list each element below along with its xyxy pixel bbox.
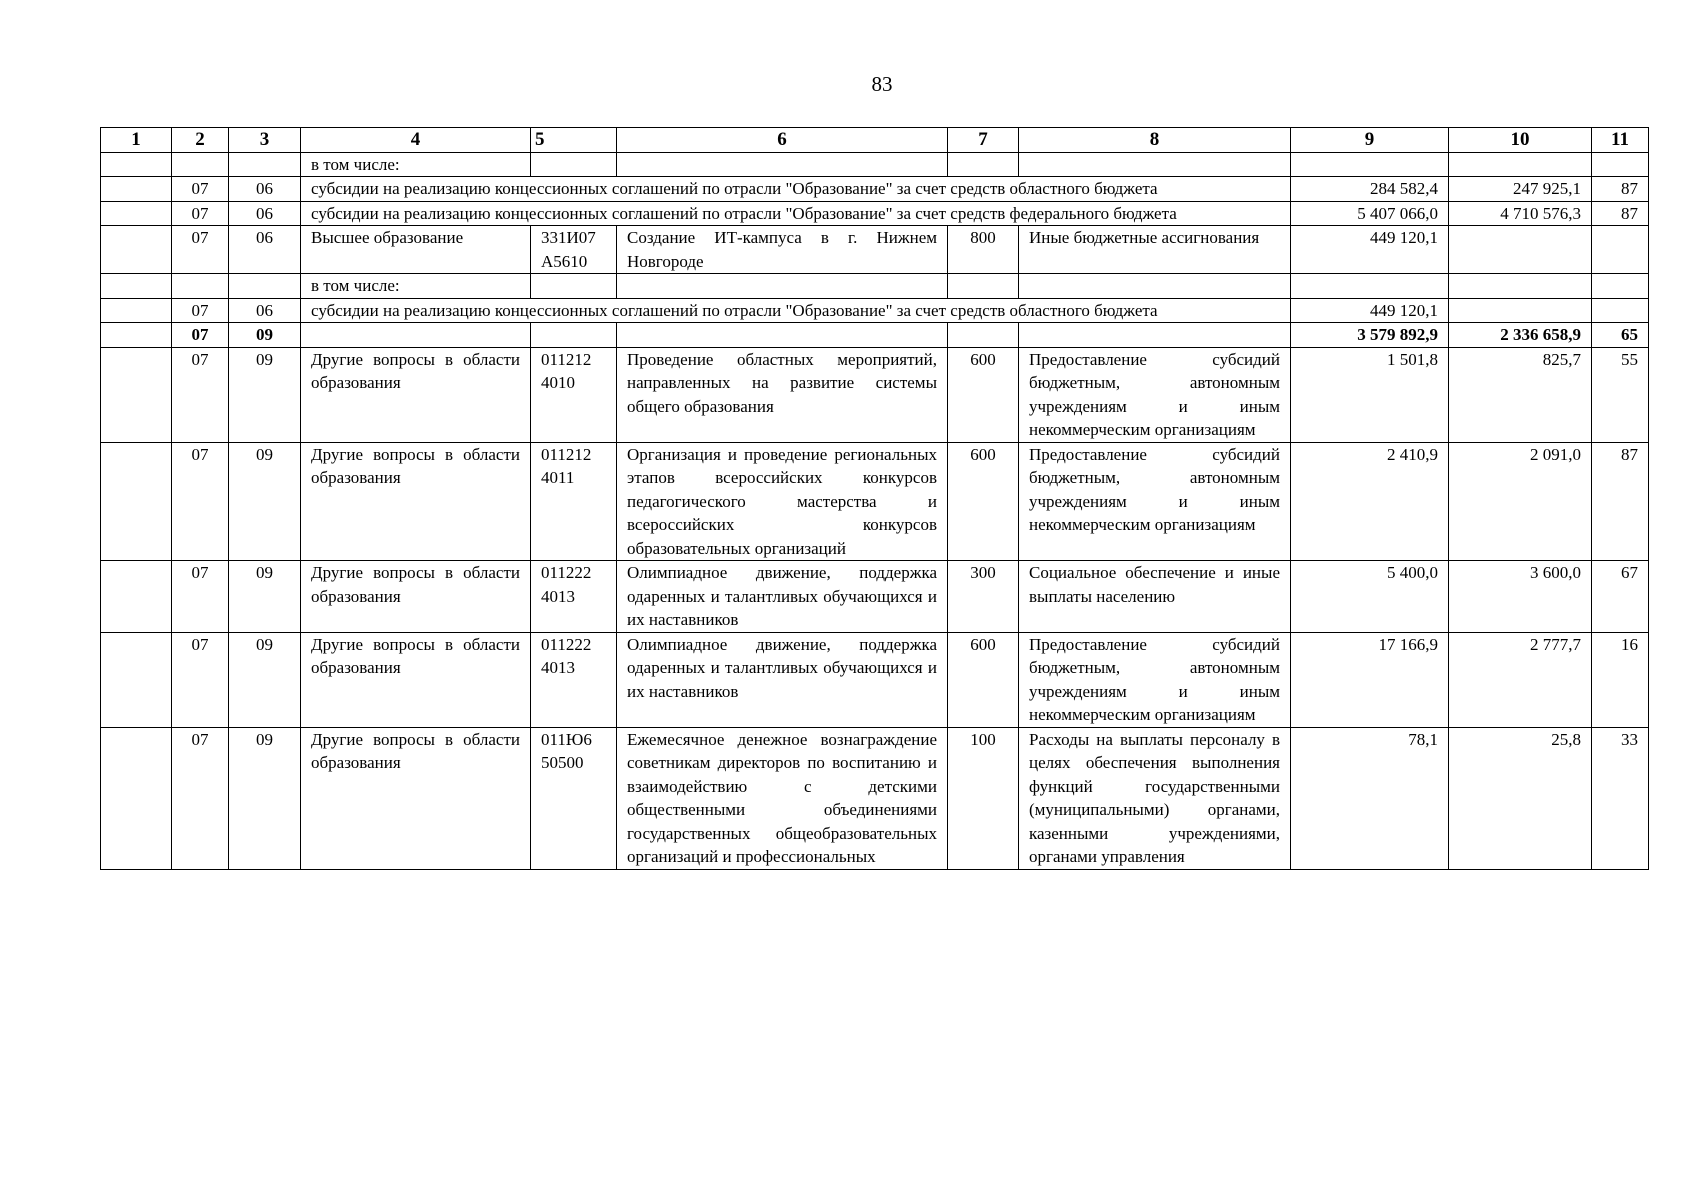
expense-type-code-cell: 600 — [948, 632, 1019, 727]
amount-fact-cell — [1449, 298, 1592, 323]
expense-type-name-cell: Расходы на выплаты персоналу в целях обеспечения выполнения функций государственными (муниципальными) органами, казенными учреждениями, органами управления — [1019, 727, 1291, 869]
razdel-cell: 07 — [172, 632, 229, 727]
percent-cell — [1592, 298, 1649, 323]
amount-plan-cell: 284 582,4 — [1291, 177, 1449, 202]
header-cell: 4 — [301, 128, 531, 153]
subsidy-name-cell: субсидии на реализацию концессионных соглашений по отрасли "Образование" за счет средств федерального бюджета — [301, 201, 1291, 226]
percent-cell: 87 — [1592, 177, 1649, 202]
table-row — [101, 561, 1649, 633]
section-name-cell: Другие вопросы в области образования — [301, 632, 531, 727]
podrazdel-cell: 06 — [229, 226, 301, 274]
measure-cell: Олимпиадное движение, поддержка одаренных и талантливых обучающихся и их наставников — [617, 632, 948, 727]
including-row — [101, 274, 1649, 299]
razdel-cell: 07 — [172, 226, 229, 274]
table-row — [101, 177, 1649, 202]
measure-cell: Олимпиадное движение, поддержка одаренных и талантливых обучающихся и их наставников — [617, 561, 948, 633]
table-row — [101, 298, 1649, 323]
page-number: 83 — [871, 72, 893, 96]
podrazdel-cell: 09 — [229, 442, 301, 561]
section-name-cell: Другие вопросы в области образования — [301, 347, 531, 442]
podrazdel-cell: 09 — [229, 727, 301, 869]
table-row — [101, 226, 1649, 274]
subsidy-name-cell: субсидии на реализацию концессионных соглашений по отрасли "Образование" за счет средств областного бюджета — [301, 177, 1291, 202]
percent-cell: 87 — [1592, 201, 1649, 226]
amount-fact-cell: 2 336 658,9 — [1449, 323, 1592, 348]
amount-fact-cell: 3 600,0 — [1449, 561, 1592, 633]
expense-type-name-cell: Иные бюджетные ассигнования — [1019, 226, 1291, 274]
measure-cell: Ежемесячное денежное вознаграждение советникам директоров по воспитанию и взаимодействию с детскими общественными объединениями государственных общеобразовательных организаций и профессиональных — [617, 727, 948, 869]
expense-type-name-cell: Предоставление субсидий бюджетным, автономным учреждениям и иным некоммерческим организациям — [1019, 632, 1291, 727]
amount-plan-cell: 5 400,0 — [1291, 561, 1449, 633]
amount-plan-cell: 5 407 066,0 — [1291, 201, 1449, 226]
percent-cell: 65 — [1592, 323, 1649, 348]
header-cell: 9 — [1291, 128, 1449, 153]
table-row — [101, 347, 1649, 442]
subtotal-row — [101, 323, 1649, 348]
section-name-cell: Другие вопросы в области образования — [301, 727, 531, 869]
podrazdel-cell: 06 — [229, 298, 301, 323]
header-cell: 6 — [617, 128, 948, 153]
table-row — [101, 442, 1649, 561]
amount-fact-cell: 825,7 — [1449, 347, 1592, 442]
subsidy-name-cell: субсидии на реализацию концессионных соглашений по отрасли "Образование" за счет средств областного бюджета — [301, 298, 1291, 323]
expense-type-code-cell: 600 — [948, 347, 1019, 442]
including-row — [101, 152, 1649, 177]
table-row — [101, 632, 1649, 727]
expense-type-name-cell: Социальное обеспечение и иные выплаты населению — [1019, 561, 1291, 633]
expense-type-code-cell: 100 — [948, 727, 1019, 869]
target-code-cell: 011222 4013 — [531, 561, 617, 633]
razdel-cell: 07 — [172, 298, 229, 323]
podrazdel-cell: 06 — [229, 177, 301, 202]
expense-type-code-cell: 300 — [948, 561, 1019, 633]
header-cell: 5 — [531, 128, 617, 153]
podrazdel-cell: 09 — [229, 323, 301, 348]
razdel-cell: 07 — [172, 442, 229, 561]
percent-cell: 87 — [1592, 442, 1649, 561]
razdel-cell: 07 — [172, 561, 229, 633]
amount-plan-cell: 78,1 — [1291, 727, 1449, 869]
target-code-cell: 011222 4013 — [531, 632, 617, 727]
target-code-cell: 011212 4011 — [531, 442, 617, 561]
razdel-cell: 07 — [172, 727, 229, 869]
amount-fact-cell: 247 925,1 — [1449, 177, 1592, 202]
target-code-cell: 331И07 А5610 — [531, 226, 617, 274]
razdel-cell: 07 — [172, 201, 229, 226]
razdel-cell: 07 — [172, 347, 229, 442]
including-label: в том числе: — [301, 152, 531, 177]
amount-fact-cell: 4 710 576,3 — [1449, 201, 1592, 226]
section-name-cell: Другие вопросы в области образования — [301, 442, 531, 561]
podrazdel-cell: 09 — [229, 632, 301, 727]
percent-cell: 55 — [1592, 347, 1649, 442]
header-cell: 1 — [101, 128, 172, 153]
amount-fact-cell: 2 777,7 — [1449, 632, 1592, 727]
header-row — [101, 128, 1649, 153]
measure-cell: Создание ИТ-кампуса в г. Нижнем Новгороде — [617, 226, 948, 274]
header-cell: 7 — [948, 128, 1019, 153]
measure-cell: Проведение областных мероприятий, направленных на развитие системы общего образования — [617, 347, 948, 442]
amount-plan-cell: 1 501,8 — [1291, 347, 1449, 442]
including-label: в том числе: — [301, 274, 531, 299]
target-code-cell: 011212 4010 — [531, 347, 617, 442]
header-cell: 8 — [1019, 128, 1291, 153]
header-cell: 3 — [229, 128, 301, 153]
measure-cell: Организация и проведение региональных этапов всероссийских конкурсов педагогического мастерства и всероссийских конкурсов образовательных организаций — [617, 442, 948, 561]
amount-plan-cell: 17 166,9 — [1291, 632, 1449, 727]
section-name-cell: Высшее образование — [301, 226, 531, 274]
podrazdel-cell: 09 — [229, 561, 301, 633]
podrazdel-cell: 06 — [229, 201, 301, 226]
razdel-cell: 07 — [172, 323, 229, 348]
razdel-cell: 07 — [172, 177, 229, 202]
header-cell: 2 — [172, 128, 229, 153]
percent-cell — [1592, 226, 1649, 274]
podrazdel-cell: 09 — [229, 347, 301, 442]
percent-cell: 67 — [1592, 561, 1649, 633]
expense-type-name-cell: Предоставление субсидий бюджетным, автономным учреждениям и иным некоммерческим организациям — [1019, 442, 1291, 561]
section-name-cell: Другие вопросы в области образования — [301, 561, 531, 633]
amount-fact-cell: 2 091,0 — [1449, 442, 1592, 561]
budget-table — [100, 127, 1649, 870]
expense-type-code-cell: 600 — [948, 442, 1019, 561]
percent-cell: 16 — [1592, 632, 1649, 727]
amount-fact-cell: 25,8 — [1449, 727, 1592, 869]
amount-plan-cell: 2 410,9 — [1291, 442, 1449, 561]
amount-plan-cell: 449 120,1 — [1291, 298, 1449, 323]
amount-plan-cell: 449 120,1 — [1291, 226, 1449, 274]
expense-type-code-cell: 800 — [948, 226, 1019, 274]
header-cell: 10 — [1449, 128, 1592, 153]
target-code-cell: 011Ю6 50500 — [531, 727, 617, 869]
expense-type-name-cell: Предоставление субсидий бюджетным, автономным учреждениям и иным некоммерческим организациям — [1019, 347, 1291, 442]
amount-fact-cell — [1449, 226, 1592, 274]
table-row — [101, 727, 1649, 869]
percent-cell: 33 — [1592, 727, 1649, 869]
table-row — [101, 201, 1649, 226]
amount-plan-cell: 3 579 892,9 — [1291, 323, 1449, 348]
header-cell: 11 — [1592, 128, 1649, 153]
